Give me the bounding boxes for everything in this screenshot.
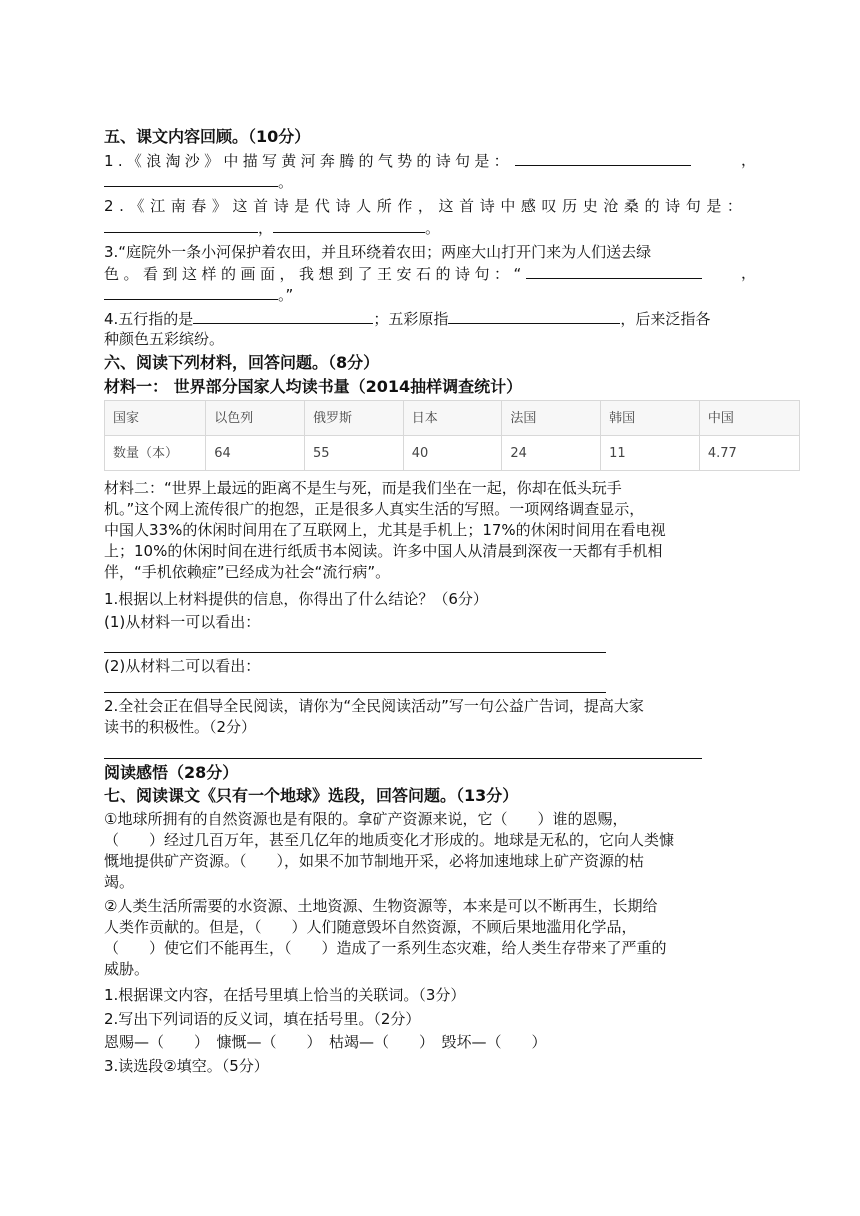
section-5-title: 五、课文内容回顾。（10分） xyxy=(104,127,311,146)
passage-2-line: 人类作贡献的。但是，（ ）人们随意毁坏自然资源，不顾后果地滥用化学品， xyxy=(104,918,637,936)
q5-4-line-b: 种颜色五彩缤纷。 xyxy=(104,330,225,348)
passage-2-line: 威胁。 xyxy=(104,960,150,978)
q7-2-text: 2.写出下列词语的反义词，填在括号里。（2分） xyxy=(104,1010,421,1028)
passage-2-line: ②人类生活所需要的水资源、土地资源、生物资源等，本来是可以不断再生，长期给 xyxy=(104,897,658,915)
material-2-line: 上；10%的休闲时间在进行纸质书本阅读。许多中国人从清晨到深夜一天都有手机相 xyxy=(104,542,663,560)
answer-blank[interactable] xyxy=(104,171,278,187)
answer-blank[interactable] xyxy=(193,308,373,324)
table-cell: 日本 xyxy=(403,401,502,436)
material-2-line: 机。”这个网上流传很广的抱怨，正是很多人真实生活的写照。一项网络调查显示， xyxy=(104,500,645,518)
q5-2-text: 2.《江南春》这首诗是代诗人所作，这首诗中感叹历史沧桑的诗句是： xyxy=(104,197,748,215)
table-cell: 韩国 xyxy=(601,401,700,436)
material-2-line: 伴，“手机依赖症”已经成为社会“流行病”。 xyxy=(104,563,391,581)
q5-3-line-a: 3.“庭院外一条小河保护着农田，并且环绕着农田；两座大山打开门来为人们送去绿 xyxy=(104,243,652,261)
material-2-line: 中国人33%的休闲时间用在了互联网上，尤其是手机上；17%的休闲时间用在看电视 xyxy=(104,521,666,539)
q6-1-text: 1.根据以上材料提供的信息，你得出了什么结论？（6分） xyxy=(104,590,488,608)
answer-blank[interactable] xyxy=(104,284,278,300)
section-6-title: 六、阅读下列材料，回答问题。（8分） xyxy=(104,353,380,372)
q5-2-line-b: ， 。 xyxy=(104,217,756,239)
material-2-line: 材料二：“世界上最远的距离不是生与死，而是我们坐在一起，你却在低头玩手 xyxy=(104,479,622,497)
q5-2-line-a xyxy=(104,196,756,217)
table-row xyxy=(105,436,800,471)
q5-3-line-b: 色。看到这样的画面，我想到了王安石的诗句：“ ， xyxy=(104,264,756,283)
q6-1-1-text: (1)从材料一可以看出： xyxy=(104,613,261,631)
q5-3-line-c: 。” xyxy=(104,284,756,306)
table-header-row xyxy=(105,401,800,436)
material-1-title: 材料一： 世界部分国家人均读书量（2014抽样调查统计） xyxy=(104,377,523,396)
q5-4-line-a: 4.五行指的是 ；五彩原指 ，后来泛指各 xyxy=(104,310,711,328)
table-cell: 40 xyxy=(403,436,502,471)
table-cell: 以色列 xyxy=(206,401,305,436)
table-cell: 国家 xyxy=(105,401,206,436)
answer-line[interactable] xyxy=(104,652,606,653)
answer-blank[interactable] xyxy=(273,217,425,233)
table-cell: 55 xyxy=(304,436,403,471)
q6-2-line-b: 读书的积极性。（2分） xyxy=(104,718,257,736)
passage-1-line: 竭。 xyxy=(104,873,135,891)
table-cell: 64 xyxy=(206,436,305,471)
answer-line[interactable] xyxy=(104,692,606,693)
table-cell: 俄罗斯 xyxy=(304,401,403,436)
reading-title: 阅读感悟（28分） xyxy=(104,763,239,782)
table-cell: 4.77 xyxy=(699,436,799,471)
table-cell: 11 xyxy=(601,436,700,471)
q7-3-text: 3.读选段②填空。（5分） xyxy=(104,1057,269,1075)
answer-blank[interactable] xyxy=(526,263,702,279)
table-cell: 数量（本） xyxy=(105,436,206,471)
table-cell: 中国 xyxy=(699,401,799,436)
passage-2-line: （ ）使它们不能再生，（ ）造成了一系列生态灾难，给人类生存带来了严重的 xyxy=(104,939,667,957)
section-7-title: 七、阅读课文《只有一个地球》选段，回答问题。（13分） xyxy=(104,786,519,805)
q7-2-items: 恩赐—（ ） 慷慨—（ ） 枯竭—（ ） 毁坏—（ ） xyxy=(104,1033,547,1051)
passage-1-line: 慨地提供矿产资源。（ ），如果不加节制地开采，必将加速地球上矿产资源的枯 xyxy=(104,852,645,870)
answer-blank[interactable] xyxy=(104,217,258,233)
q6-1-2-text: (2)从材料二可以看出： xyxy=(104,657,261,675)
q5-1-line-a: 1.《浪淘沙》中描写黄河奔腾的气势的诗句是： ， xyxy=(104,151,756,170)
table-cell: 24 xyxy=(502,436,601,471)
table-cell: 法国 xyxy=(502,401,601,436)
q5-1-line-b: 。 xyxy=(104,171,756,193)
answer-line[interactable] xyxy=(104,758,702,759)
reading-stats-table xyxy=(104,400,800,471)
answer-blank[interactable] xyxy=(515,150,691,166)
q7-1-text: 1.根据课文内容，在括号里填上恰当的关联词。（3分） xyxy=(104,986,466,1004)
q5-1-text: 1.《浪淘沙》中描写黄河奔腾的气势的诗句是： xyxy=(104,152,513,170)
answer-blank[interactable] xyxy=(448,308,620,324)
passage-1-line: （ ）经过几百万年，甚至几亿年的地质变化才形成的。地球是无私的，它向人类慷 xyxy=(104,831,675,849)
passage-1-line: ①地球所拥有的自然资源也是有限的。拿矿产资源来说，它（ ）谁的恩赐， xyxy=(104,810,628,828)
q6-2-line-a: 2.全社会正在倡导全民阅读，请你为“全民阅读活动”写一句公益广告词，提高大家 xyxy=(104,697,644,715)
